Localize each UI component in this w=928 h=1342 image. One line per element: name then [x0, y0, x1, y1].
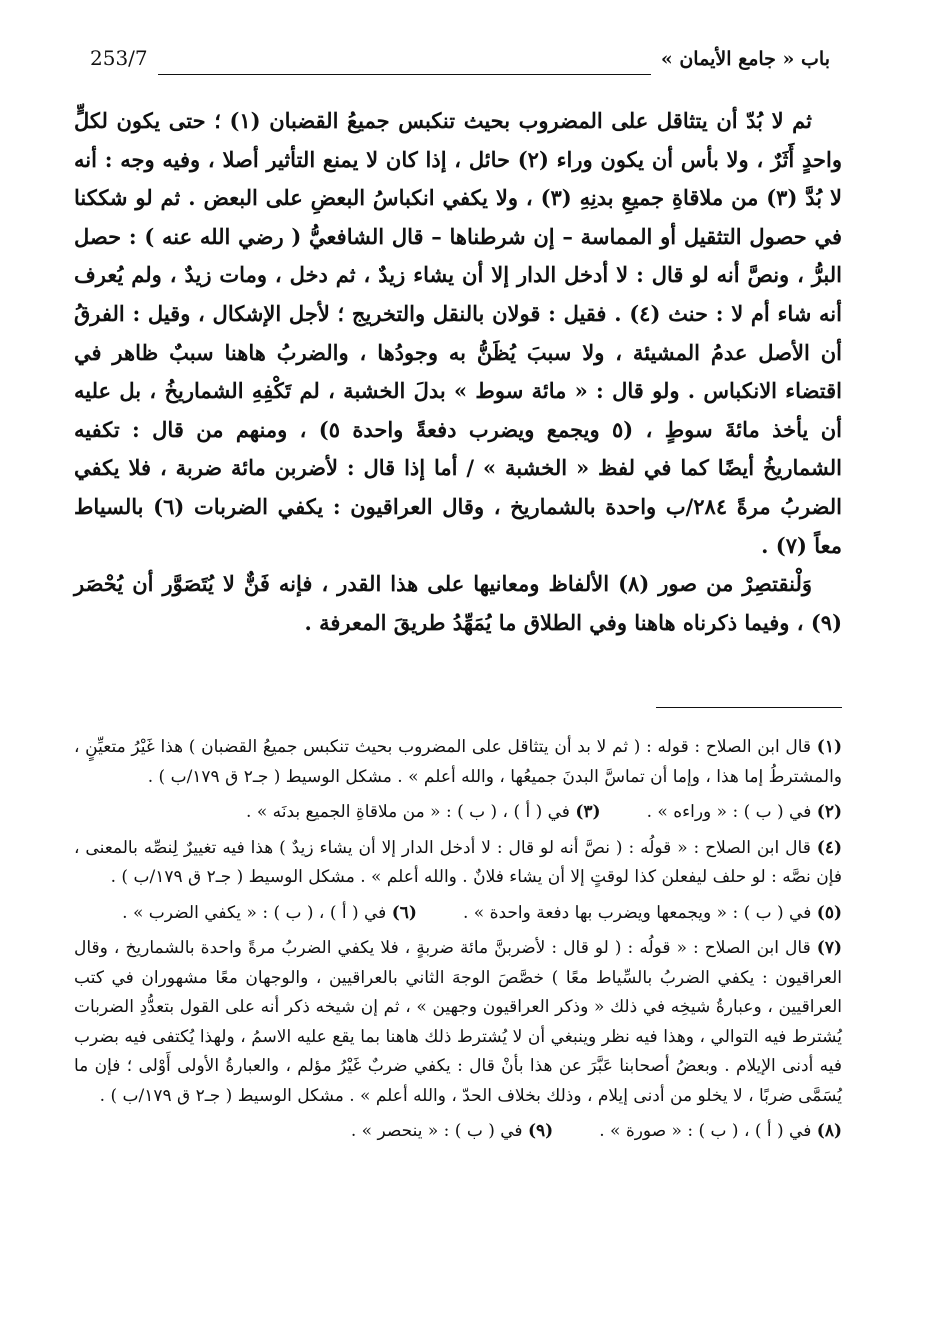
footnote-4 — [74, 834, 842, 893]
footnote-text: قال ابن الصلاح : قوله : ( ثم لا بد أن يتثاقل على المضروب بحيث تنكبس جميعُ القضبان ) هذا غَيْرُ متعيِّنٍ ، والمشترطُ إما هذا ، وإما أن تماسَّ البدنَ جميعُها ، والله أعلم » . مشكل الوسيط ( جـ٢ ق ١٧٩/ب ) . — [74, 737, 842, 787]
footnote-5 — [463, 899, 842, 929]
footnote-1 — [74, 733, 842, 792]
footnote-2 — [647, 798, 842, 828]
footnotes — [74, 733, 842, 1147]
header-rule — [158, 74, 651, 75]
footnote-row — [74, 899, 842, 929]
footnote-number: (٧) — [816, 938, 842, 958]
main-text — [74, 102, 842, 642]
footnote-text: قال ابن الصلاح : « قولُه : ( لو قال : لأضربنَّ مائة ضربةٍ ، فلا يكفي الضربُ مرةً واحدة بالشماريخ ، وقال العراقيون : يكفي الضربُ بالسِّياط معًا ) خصَّصَ الوجهَ الثاني بالعراقيين ، والوجهان معًا مشهوران في كتب العراقيين ، وعبارةُ شيخِه في ذلك « وذكر العراقيون وجهين » ، ثم إن شيخه ذكر أنه على القول بتعدُّدِ الضربات يُشترط فيه التوالي ، وهذا فيه نظر وينبغي أن لا يُشترط ذلك هاهنا بما يقع عليه الاسمُ ، ولهذا يُكتفى فيه بضرب فيه أدنى الإيلام . وبعضُ أصحابنا عَبَّرَ عن هذا بأنْ قال : يكفي ضربٌ غَيْرُ مؤلم ، والعبارةُ الأولى أَوْلى ؛ فإن ما يُسَمَّى ضربًا ، لا يخلو من أدنى إيلام ، وذلك بخلاف الحدّ ، والله أعلم » . مشكل الوسيط ( جـ٢ ق ١٧٩/ب ) . — [74, 938, 842, 1106]
footnote-text: في ( أ ) ، ( ب ) : « من ملاقاةِ الجميع بدنَه » . — [246, 802, 570, 822]
footnote-number: (٤) — [816, 837, 842, 858]
footnote-text: في ( أ ) ، ( ب ) : « يكفي الضرب » . — [122, 902, 387, 923]
footnote-9 — [351, 1117, 553, 1147]
body-paragraph: ثم لا بُدّ أن يتثاقل على المضروب بحيث تنكبس جميعُ القضبان (١) ؛ حتى يكون لكلٍّ واحدٍ أَثَرٌ ، ولا بأس أن يكون وراء (٢) حائل ، إذا كان لا يمنع التأثير أصلا ، وفيه وجه : أنه لا بُدَّ (٣) من ملاقاةِ جميعِ بدنِهِ (٣) ، ولا يكفي انكباسُ البعضِ على البعض . ثم لو شككنا في حصول التثقيل أو المماسة – إن شرطناها – قال الشافعيُّ ( رضي الله عنه ) : حصل البرُّ ، ونصَّ أنه لو قال : لا أدخل الدار إلا أن يشاء زيدٌ ، ثم دخل ، ومات زيدٌ ، ولم يُعرف أنه شاء أم لا : حنث (٤) . فقيل : قولان بالنقل والتخريج ؛ لأجل الإشكال ، وقيل : الفرقُ أن الأصل عدمُ المشيئة ، ولا سببَ يُظَنُّ به وجودُها ، والضربُ هاهنا سببٌ ظاهر في اقتضاء الانكباس . ولو قال : « مائة سوط » بدلَ الخشبة ، لم تَكْفِهِ الشماريخُ ، بل عليه أن يأخذ مائةَ سوطٍ ، (٥ ويجمع ويضرب دفعةً واحدة ٥) ، ومنهم من قال : تكفيه الشماريخُ أيضًا كما في لفظ « الخشبة » / أما إذا قال : لأضربن مائة ضربة ، فلا يكفي الضربُ مرةً ٢٨٤/ب واحدة بالشماريخ ، وقال العراقيون : يكفي الضربات (٦) بالسياط معاً (٧) . — [74, 108, 843, 558]
footnote-separator — [656, 707, 842, 708]
footnote-6 — [122, 899, 417, 929]
footnote-8 — [599, 1117, 842, 1147]
footnote-text: في ( ب ) : « ويجمعها ويضرب بها دفعة واحدة » . — [462, 902, 812, 923]
footnote-number: (٨) — [816, 1121, 842, 1141]
footnote-number: (٦) — [391, 902, 417, 923]
footnote-number: (٣) — [575, 802, 601, 822]
body-paragraph: وَلْنقتصِرْ من صور (٨) الألفاظ ومعانيها على هذا القدر ، فإنه فَنٌّ لا يُتَصَوَّر أن يُحْصَر (٩) ، وفيما ذكرناه هاهنا وفي الطلاق ما يُمَهِّدُ طريقَ المعرفة . — [74, 571, 842, 635]
footnote-text: في ( ب ) : « ينحصر » . — [350, 1121, 523, 1141]
footnote-text: قال ابن الصلاح : « قولُه : ( نصَّ أنه لو قال : لا أدخل الدار إلا أن يشاء زيدٌ ) هذا فيه تغييرٌ لِنصِّه بالمعنى ، فإن نصَّه : لو حلف ليفعلن كذا لوقتٍ إلا أن يشاء فلانٌ . والله أعلم » . مشكل الوسيط ( جـ٢ ق ١٧٩/ب ) . — [74, 837, 842, 887]
footnote-number: (٥) — [816, 902, 842, 923]
footnote-number: (١) — [816, 737, 842, 757]
footnote-row — [74, 798, 842, 828]
footnote-number: (٢) — [816, 802, 842, 822]
footnote-3 — [246, 798, 601, 828]
footnote-number: (٩) — [527, 1121, 554, 1141]
footnote-7 — [74, 934, 842, 1111]
footnote-text: في ( ب ) : « وراءه » . — [646, 802, 812, 822]
footnote-row — [74, 1117, 842, 1147]
page-number: 253/7 — [90, 46, 148, 70]
footnote-text: في ( أ ) ، ( ب ) : « صورة » . — [599, 1121, 812, 1141]
running-header — [90, 46, 830, 80]
chapter-title: باب « جامع الأيمان » — [660, 48, 830, 70]
